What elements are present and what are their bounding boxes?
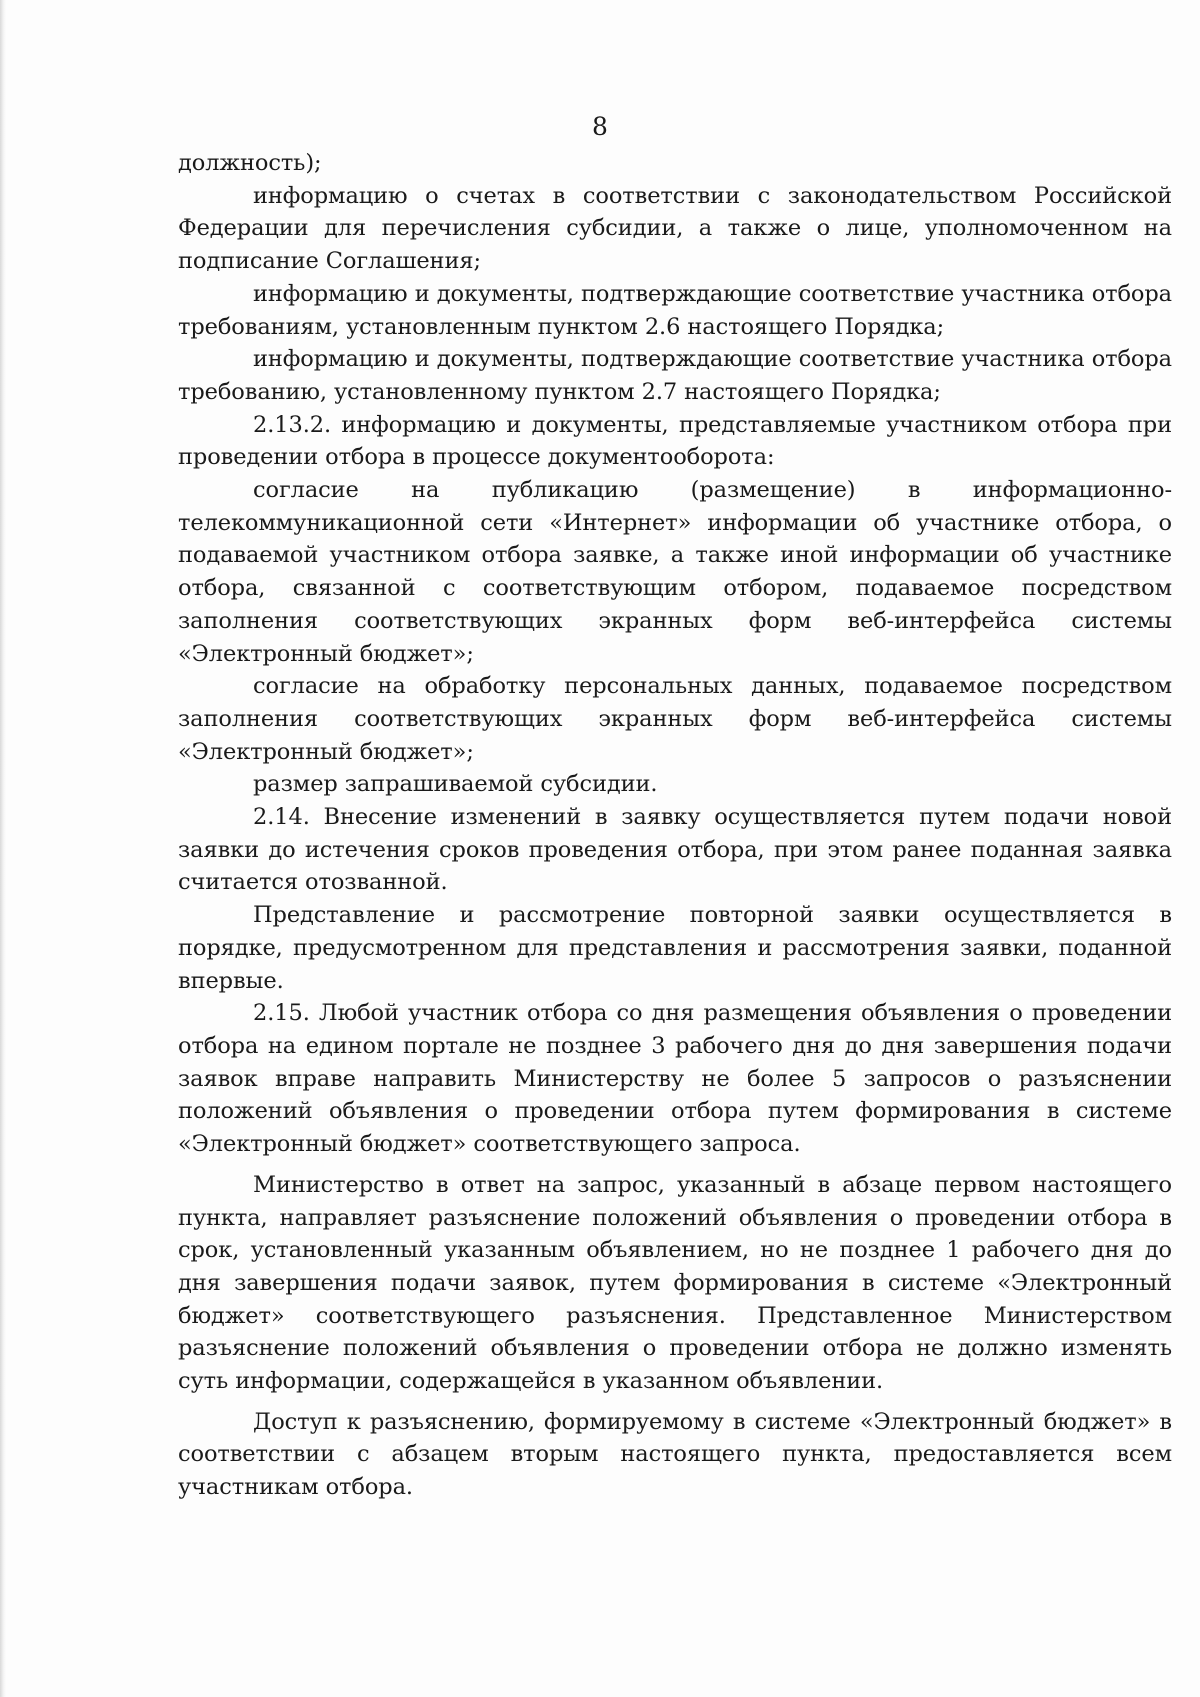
paragraph-2-13-2: 2.13.2. информацию и документы, представляемые участником отбора при проведении отбора в процессе документооборота: [178, 411, 1172, 471]
document-body [178, 147, 1172, 1504]
paragraph-subsidy-amount: размер запрашиваемой субсидии. [253, 771, 658, 798]
page-number: 8 [592, 112, 608, 141]
paragraph-position-ending: должность); [178, 150, 322, 176]
paragraph-account-info: информацию о счетах в соответствии с законодательством Российской Федерации для перечисления субсидии, а также о лице, уполномоченном на подписание Соглашения; [178, 182, 1172, 275]
paragraph-2-14: 2.14. Внесение изменений в заявку осуществляется путем подачи новой заявки до истечения сроков проведения отбора, при этом ранее поданная заявка считается отозванной. [178, 804, 1172, 896]
paragraph-publication-consent: согласие на публикацию (размещение) в информационно-телекоммуникационной сети «Интернет» информации об участнике отбора, о подаваемой участником отбора заявке, а также иной информации об участнике отбора, связанной с соответствующим отбором, подаваемое посредством заполнения соответствующих экранных форм веб-интерфейса системы «Электронный бюджет»; [178, 477, 1172, 667]
paragraph-access-clarification: Доступ к разъяснению, формируемому в системе «Электронный бюджет» в соответствии с абзацем вторым настоящего пункта, предоставляется всем участникам отбора. [178, 1408, 1172, 1501]
paragraph-requirements-2-6: информацию и документы, подтверждающие соответствие участника отбора требованиям, установленным пунктом 2.6 настоящего Порядка; [178, 280, 1172, 340]
paragraph-requirement-2-7: информацию и документы, подтверждающие соответствие участника отбора требованию, установленному пунктом 2.7 настоящего Порядка; [178, 346, 1172, 405]
scan-edge [0, 0, 6, 1697]
paragraph-ministry-response: Министерство в ответ на запрос, указанный в абзаце первом настоящего пункта, направляет разъяснение положений объявления о проведении отбора в срок, установленный указанным объявлением, но не позднее 1 рабочего дня до дня завершения подачи заявок, путем формирования в системе «Электронный бюджет» соответствующего разъяснения. Представленное Министерством разъяснение положений объявления о проведении отбора не должно изменять суть информации, содержащейся в указанном объявлении. [178, 1171, 1172, 1395]
paragraph-repeat-application: Представление и рассмотрение повторной заявки осуществляется в порядке, предусмотренном для представления и рассмотрения заявки, поданной впервые. [178, 902, 1172, 994]
paragraph-2-15: 2.15. Любой участник отбора со дня размещения объявления о проведении отбора на едином портале не позднее 3 рабочего дня до дня завершения подачи заявок вправе направить Министерству не более 5 запросов о разъяснении положений объявления о проведении отбора путем формирования в системе «Электронный бюджет» соответствующего запроса. [178, 1000, 1172, 1158]
paragraph-personal-data-consent: согласие на обработку персональных данных, подаваемое посредством заполнения соответствующих экранных форм веб-интерфейса системы «Электронный бюджет»; [178, 673, 1172, 765]
